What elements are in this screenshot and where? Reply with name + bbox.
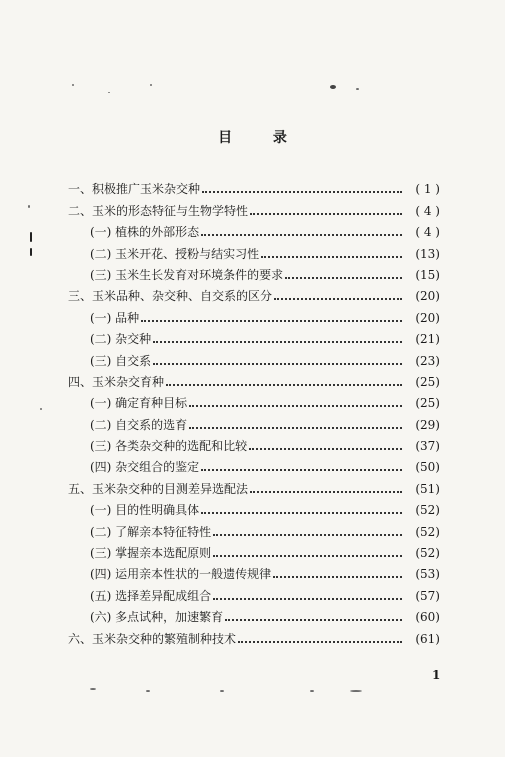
toc-entry-label: (三) 各类杂交种的选配和比较: [90, 439, 248, 454]
toc-entry-page: ( 4 ): [415, 225, 440, 240]
scan-speck: [90, 688, 96, 690]
toc-entry: [68, 411, 440, 432]
toc-entry-page: (51): [415, 481, 440, 496]
toc-dot-leader: [273, 576, 402, 578]
scan-speck: [72, 84, 74, 86]
toc-entry: [68, 390, 440, 411]
toc-entry: [68, 625, 440, 646]
toc-dot-leader: [261, 256, 402, 258]
toc-entry-label: (三) 自交系: [90, 353, 152, 368]
toc-dot-leader: [201, 512, 402, 514]
toc-entry: [68, 240, 440, 261]
page-footer-mark: 1: [432, 668, 441, 682]
toc-dot-leader: [225, 619, 402, 621]
toc-dot-leader: [250, 491, 402, 493]
scan-speck: [146, 690, 150, 692]
toc-entry-label: (一) 植株的外部形态: [90, 225, 200, 240]
toc-entry-page: (15): [415, 267, 440, 282]
toc-entry-label: (二) 杂交种: [90, 332, 152, 347]
toc-entry-page: (52): [415, 546, 440, 561]
toc-entry: [68, 582, 440, 603]
toc-dot-leader: [213, 555, 402, 557]
toc-entry-page: (61): [415, 631, 440, 646]
scan-speck: [350, 690, 362, 692]
toc-entry-label: (三) 玉米生长发育对环境条件的要求: [90, 267, 284, 282]
toc-entry: [68, 604, 440, 625]
scan-speck: [28, 205, 30, 208]
toc-entry-label: 五、玉米杂交种的目测差异选配法: [68, 481, 249, 496]
toc-entry-label: 六、玉米杂交种的繁殖制种技术: [68, 631, 237, 646]
toc-entry: [68, 369, 440, 390]
toc-entry: [68, 518, 440, 539]
toc-entry-page: (53): [415, 567, 440, 582]
toc-entry: [68, 497, 440, 518]
toc-entry-page: (57): [415, 588, 440, 603]
toc-entry-label: (五) 选择差异配成组合: [90, 588, 212, 603]
toc-dot-leader: [285, 277, 402, 279]
scan-speck: [330, 85, 336, 89]
toc-entry-page: (25): [415, 396, 440, 411]
scan-speck: [220, 690, 224, 692]
toc-entry-page: (21): [415, 332, 440, 347]
toc-entry-label: 一、积极推广玉米杂交种: [68, 182, 201, 197]
toc-entry: [68, 262, 440, 283]
toc-entry: [68, 561, 440, 582]
toc-entry: [68, 540, 440, 561]
toc-entry: [68, 304, 440, 325]
toc-entry-label: 三、玉米品种、杂交种、自交系的区分: [68, 289, 273, 304]
toc-entry-page: (20): [415, 289, 440, 304]
toc-entry-page: (50): [415, 460, 440, 475]
toc-dot-leader: [189, 405, 402, 407]
toc-dot-leader: [213, 534, 402, 536]
toc-entry-page: (60): [415, 610, 440, 625]
toc-entry-label: (二) 了解亲本特征特性: [90, 524, 212, 539]
toc-entry: [68, 197, 440, 218]
toc-dot-leader: [202, 191, 402, 193]
toc-dot-leader: [153, 363, 402, 365]
scan-speck: [108, 92, 110, 93]
toc-entry-page: (13): [415, 246, 440, 261]
toc-entry: [68, 433, 440, 454]
scan-speck: [40, 408, 42, 410]
scan-speck: [30, 232, 32, 242]
table-of-contents: [68, 176, 440, 647]
toc-entry-label: (三) 掌握亲本选配原则: [90, 546, 212, 561]
toc-entry: [68, 326, 440, 347]
toc-entry-label: 二、玉米的形态特征与生物学特性: [68, 203, 249, 218]
toc-dot-leader: [250, 213, 402, 215]
toc-entry-page: (29): [415, 417, 440, 432]
toc-dot-leader: [201, 469, 402, 471]
toc-entry-label: (六) 多点试种，加速繁育: [90, 610, 224, 625]
toc-entry: [68, 219, 440, 240]
toc-entry: [68, 347, 440, 368]
toc-entry-label: (四) 杂交组合的鉴定: [90, 460, 200, 475]
toc-entry: [68, 283, 440, 304]
toc-dot-leader: [249, 448, 402, 450]
scan-speck: [30, 248, 32, 256]
toc-entry: [68, 475, 440, 496]
toc-entry-page: (20): [415, 310, 440, 325]
toc-entry-page: (25): [415, 374, 440, 389]
toc-dot-leader: [166, 384, 402, 386]
toc-entry-label: (二) 玉米开花、授粉与结实习性: [90, 246, 260, 261]
toc-dot-leader: [238, 641, 402, 643]
toc-entry-page: ( 1 ): [415, 182, 440, 197]
toc-entry-page: (52): [415, 503, 440, 518]
toc-entry-label: (四) 运用亲本性状的一般遗传规律: [90, 567, 272, 582]
toc-entry-label: (一) 目的性明确具体: [90, 503, 200, 518]
toc-entry: [68, 176, 440, 197]
scan-speck: [356, 88, 359, 90]
toc-entry-page: (37): [415, 439, 440, 454]
scan-speck: [310, 690, 314, 692]
toc-entry-page: (23): [415, 353, 440, 368]
toc-entry-label: (一) 确定育种目标: [90, 396, 188, 411]
toc-dot-leader: [153, 341, 402, 343]
toc-entry-label: 四、玉米杂交育种: [68, 374, 165, 389]
toc-entry-label: (二) 自交系的选育: [90, 417, 188, 432]
toc-entry-label: (一) 品种: [90, 310, 140, 325]
toc-entry-page: (52): [415, 524, 440, 539]
toc-dot-leader: [141, 320, 402, 322]
toc-dot-leader: [213, 598, 402, 600]
toc-heading: [0, 127, 505, 147]
toc-entry-page: ( 4 ): [415, 203, 440, 218]
toc-dot-leader: [201, 234, 402, 236]
toc-heading-text: 目 录: [218, 130, 305, 146]
toc-dot-leader: [189, 427, 402, 429]
toc-dot-leader: [274, 298, 402, 300]
scan-speck: [150, 84, 152, 86]
toc-entry: [68, 454, 440, 475]
